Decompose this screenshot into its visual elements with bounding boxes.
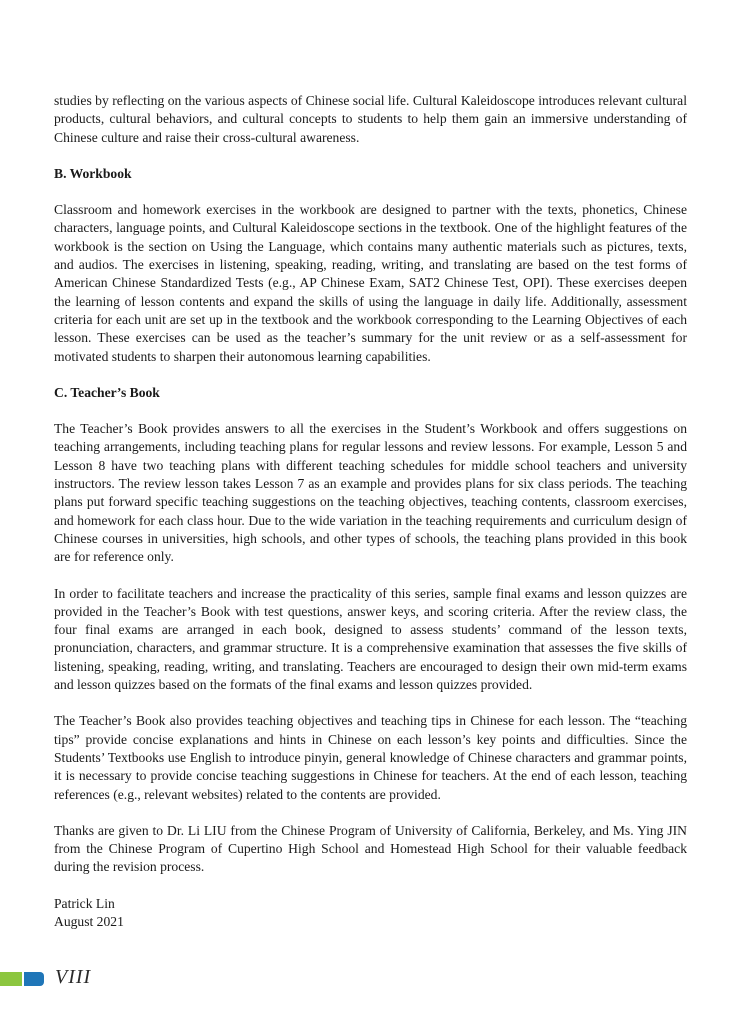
page-content: [54, 92, 687, 931]
signoff-date: August 2021: [54, 913, 124, 929]
teacher-book-paragraph-2: In order to facilitate teachers and increase the practicality of this series, sample final exams and lesson quizzes are provided in the Teacher’s Book with test questions, answer keys, and scoring criteria. After the review class, the four final exams are arranged in each book, designed to assess students’ command of the lesson texts, pronunciation, characters, and grammar structure. It is a comprehensive examination that assesses the five skills of listening, speaking, reading, writing, and translating. Teachers are encouraged to design their own mid-term exams and lesson quizzes based on the formats of the final exams and lesson quizzes provided.: [54, 585, 687, 693]
thanks-paragraph: Thanks are given to Dr. Li LIU from the Chinese Program of University of California, Berkeley, and Ms. Ying JIN from the Chinese Program of Cupertino High School and Homestead High School for their valuable feedback during the revision process.: [54, 822, 687, 875]
workbook-heading: B. Workbook: [54, 165, 132, 181]
teacher-book-paragraph-3: The Teacher’s Book also provides teaching objectives and teaching tips in Chinese for each lesson. The “teaching tips” provide concise explanations and hints in Chinese on each lesson’s key points and difficulties. Since the Students’ Textbooks use English to introduce pinyin, general knowledge of Chinese characters and grammar points, it is necessary to provide concise teaching suggestions in Chinese for teachers. At the end of each lesson, teaching references (e.g., relevant websites) related to the contents are provided.: [54, 713, 687, 802]
teacher-book-heading: C. Teacher’s Book: [54, 384, 160, 400]
author-name: Patrick Lin: [54, 895, 115, 911]
footer-accent-bar: [0, 972, 44, 986]
teacher-book-paragraph-1: The Teacher’s Book provides answers to all the exercises in the Student’s Workbook and offers suggestions on teaching arrangements, including teaching plans for regular lessons and review lessons. For example, Lesson 5 and Lesson 8 have two teaching plans with different teaching schedules for middle school teachers and university instructors. The review lesson takes Lesson 7 as an example and provides plans for six class periods. The teaching plans put forward specific teaching suggestions on the teaching objectives, teaching contents, classroom exercises, and homework for each class hour. Due to the wide variation in the teaching requirements and curriculum design of Chinese courses in universities, high schools, and other types of schools, the teaching plans provided in this book are for reference only.: [54, 421, 687, 565]
signoff: [54, 895, 687, 932]
workbook-paragraph: Classroom and homework exercises in the workbook are designed to partner with the texts, phonetics, Chinese characters, language points, and Cultural Kaleidoscope sections in the textbook. One of the highlight features of the workbook is the section on Using the Language, which contains many authentic materials such as pictures, texts, and audios. The exercises in listening, speaking, reading, writing, and translating are based on the test forms of American Chinese Standardized Tests (e.g., AP Chinese Exam, SAT2 Chinese Test, OPI). These exercises deepen the learning of lesson contents and expand the skills of using the language in daily life. Additionally, assessment criteria for each unit are set up in the textbook and the workbook corresponding to the Learning Objectives of each lesson. These exercises can be used as the teacher’s summary for the unit review or as a self-assessment for motivated students to sharpen their autonomous learning capabilities.: [54, 202, 687, 364]
page-number: VIII: [55, 966, 92, 988]
footer-green-block: [0, 972, 22, 986]
footer-blue-block: [24, 972, 44, 986]
intro-paragraph: studies by reflecting on the various aspects of Chinese social life. Cultural Kaleidoscope introduces relevant cultural products, cultural behaviors, and cultural concepts to students to help them gain an immersive understanding of Chinese culture and raise their cross-cultural awareness.: [54, 93, 687, 145]
